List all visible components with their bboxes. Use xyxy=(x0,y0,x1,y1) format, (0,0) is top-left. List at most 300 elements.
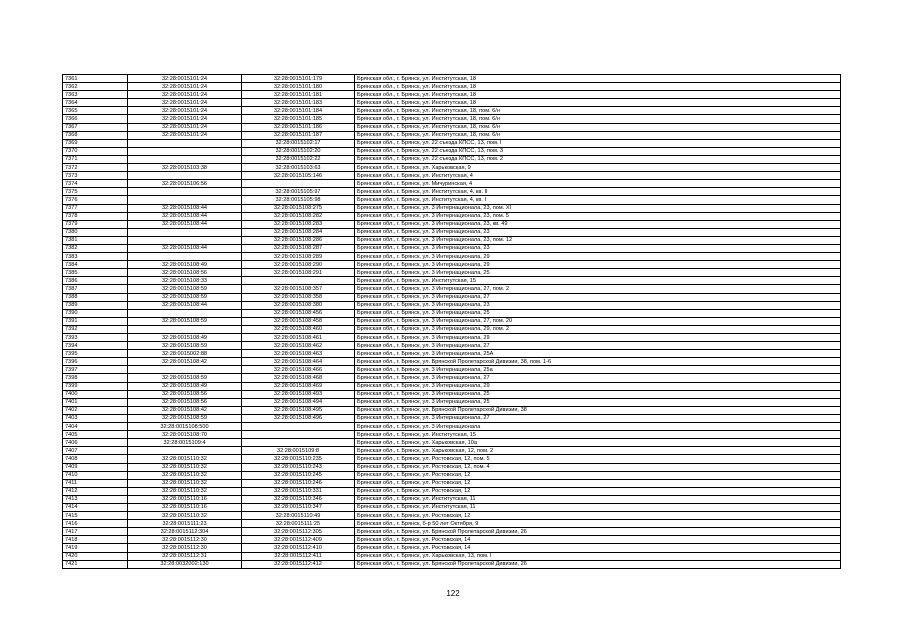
parcel-cadastral-cell: 32:28:0015110:32 xyxy=(128,471,242,479)
object-cadastral-cell: 32:28:0015112:409 xyxy=(242,536,355,544)
parcel-cadastral-cell: 32:28:0015101:24 xyxy=(128,123,242,131)
address-cell: Брянская обл., г. Брянск, ул. 3 Интернационала, 25 xyxy=(355,269,841,277)
address-cell: Брянская обл., г. Брянск, ул. Брянской Пролетарской Дивизии, 26 xyxy=(355,528,841,536)
address-cell: Брянская обл., г. Брянск, ул. 3 Интернационала, 23 xyxy=(355,228,841,236)
table-row xyxy=(63,358,841,366)
parcel-cadastral-cell: 32:28:0015110:32 xyxy=(128,455,242,463)
address-cell: Брянская обл., г. Брянск, ул. Брянской Пролетарской Дивизии, 26 xyxy=(355,560,841,568)
object-cadastral-cell: 32:28:0015102:17 xyxy=(242,139,355,147)
parcel-cadastral-cell: 32:28:0015108:59 xyxy=(128,414,242,422)
address-cell: Брянская обл., г. Брянск, ул. 22 съезда КПСС, 13, пом. I xyxy=(355,139,841,147)
table-row xyxy=(63,261,841,269)
parcel-cadastral-cell: 32:28:0015108:59 xyxy=(128,342,242,350)
address-cell: Брянская обл., г. Брянск, ул. 3 Интернационала, 23 xyxy=(355,301,841,309)
object-cadastral-cell: 32:28:0015108:493 xyxy=(242,390,355,398)
table-row xyxy=(63,220,841,228)
row-number-cell: 7375 xyxy=(63,188,128,196)
address-cell: Брянская обл., г. Брянск, ул. Харьковская, 10а xyxy=(355,439,841,447)
table-row xyxy=(63,75,841,83)
object-cadastral-cell: 32:28:0015108:283 xyxy=(242,220,355,228)
row-number-cell: 7389 xyxy=(63,301,128,309)
parcel-cadastral-cell: 32:28:0015101:24 xyxy=(128,115,242,123)
table-row xyxy=(63,487,841,495)
table-row xyxy=(63,495,841,503)
address-cell: Брянская обл., г. Брянск, ул. 3 Интернационала, 23, пом. XI xyxy=(355,204,841,212)
address-cell: Брянская обл., г. Брянск, ул. 3 Интернационала, 23 xyxy=(355,244,841,252)
table-row xyxy=(63,123,841,131)
object-cadastral-cell: 32:28:0015108:291 xyxy=(242,269,355,277)
parcel-cadastral-cell: 32:28:0015110:32 xyxy=(128,479,242,487)
parcel-cadastral-cell xyxy=(128,325,242,333)
address-cell: Брянская обл., г. Брянск, ул. Институтская, 4 xyxy=(355,172,841,180)
table-row xyxy=(63,374,841,382)
object-cadastral-cell: 32:28:0015110:243 xyxy=(242,463,355,471)
object-cadastral-cell: 32:28:0015101:179 xyxy=(242,75,355,83)
table-row xyxy=(63,447,841,455)
parcel-cadastral-cell: 32:28:0015110:16 xyxy=(128,503,242,511)
row-number-cell: 7393 xyxy=(63,334,128,342)
row-number-cell: 7362 xyxy=(63,83,128,91)
row-number-cell: 7364 xyxy=(63,99,128,107)
object-cadastral-cell: 32:28:0015110:346 xyxy=(242,495,355,503)
object-cadastral-cell: 32:28:0015108:463 xyxy=(242,350,355,358)
row-number-cell: 7402 xyxy=(63,406,128,414)
parcel-cadastral-cell: 32:28:0015108:49 xyxy=(128,382,242,390)
row-number-cell: 7367 xyxy=(63,123,128,131)
object-cadastral-cell: 32:28:0015102:22 xyxy=(242,155,355,163)
parcel-cadastral-cell: 32:28:0015108:500 xyxy=(128,423,242,431)
address-cell: Брянская обл., г. Брянск, ул. Институтская, 11 xyxy=(355,503,841,511)
table-row xyxy=(63,479,841,487)
object-cadastral-cell: 32:28:0015101:186 xyxy=(242,123,355,131)
parcel-cadastral-cell: 32:28:0015108:59 xyxy=(128,285,242,293)
parcel-cadastral-cell xyxy=(128,196,242,204)
object-cadastral-cell: 32:28:0015108:380 xyxy=(242,301,355,309)
table-row xyxy=(63,560,841,568)
object-cadastral-cell: 32:28:0015102:20 xyxy=(242,147,355,155)
parcel-cadastral-cell: 32:28:0015101:24 xyxy=(128,91,242,99)
parcel-cadastral-cell: 32:28:0015108:49 xyxy=(128,334,242,342)
address-cell: Брянская обл., г. Брянск, ул. 3 Интернационала, 25 xyxy=(355,390,841,398)
object-cadastral-cell: 32:28:0015105:97 xyxy=(242,188,355,196)
address-cell: Брянская обл., г. Брянск, ул. Институтская, 18, пом. 6/н xyxy=(355,115,841,123)
row-number-cell: 7369 xyxy=(63,139,128,147)
address-cell: Брянская обл., г. Брянск, б-р 50 лет Октября, 9 xyxy=(355,520,841,528)
parcel-cadastral-cell xyxy=(128,147,242,155)
object-cadastral-cell: 32:28:0015101:187 xyxy=(242,131,355,139)
table-row xyxy=(63,244,841,252)
page-number: 122 xyxy=(446,589,460,598)
row-number-cell: 7370 xyxy=(63,147,128,155)
object-cadastral-cell: 32:28:0015112:411 xyxy=(242,552,355,560)
row-number-cell: 7413 xyxy=(63,495,128,503)
table-row xyxy=(63,91,841,99)
address-cell: Брянская обл., г. Брянск, ул. Институтская, 18 xyxy=(355,91,841,99)
object-cadastral-cell: 32:28:0015101:185 xyxy=(242,115,355,123)
table-row xyxy=(63,406,841,414)
object-cadastral-cell: 32:28:0015112:305 xyxy=(242,528,355,536)
table-row xyxy=(63,414,841,422)
table-row xyxy=(63,277,841,285)
row-number-cell: 7374 xyxy=(63,180,128,188)
parcel-cadastral-cell: 32:28:0015103:38 xyxy=(128,164,242,172)
row-number-cell: 7416 xyxy=(63,520,128,528)
row-number-cell: 7385 xyxy=(63,269,128,277)
object-cadastral-cell: 32:28:0015108:466 xyxy=(242,366,355,374)
object-cadastral-cell xyxy=(242,439,355,447)
parcel-cadastral-cell: 32:28:0015112:30 xyxy=(128,536,242,544)
parcel-cadastral-cell: 32:28:0015109:4 xyxy=(128,439,242,447)
address-cell: Брянская обл., г. Брянск, ул. 3 Интернационала, 25а xyxy=(355,366,841,374)
row-number-cell: 7372 xyxy=(63,164,128,172)
object-cadastral-cell: 32:28:0015108:284 xyxy=(242,228,355,236)
object-cadastral-cell: 32:28:0015110:331 xyxy=(242,487,355,495)
row-number-cell: 7387 xyxy=(63,285,128,293)
parcel-cadastral-cell: 32:28:0015101:24 xyxy=(128,107,242,115)
table-row xyxy=(63,503,841,511)
address-cell: Брянская обл., г. Брянск, ул. 3 Интернационала, 23, пом. 5 xyxy=(355,212,841,220)
row-number-cell: 7401 xyxy=(63,398,128,406)
object-cadastral-cell: 32:28:0015108:496 xyxy=(242,414,355,422)
table-row xyxy=(63,520,841,528)
parcel-cadastral-cell: 32:28:0015108:42 xyxy=(128,358,242,366)
object-cadastral-cell: 32:28:0015108:495 xyxy=(242,406,355,414)
row-number-cell: 7373 xyxy=(63,172,128,180)
parcel-cadastral-cell: 32:28:0015002:88 xyxy=(128,350,242,358)
table-row xyxy=(63,99,841,107)
parcel-cadastral-cell xyxy=(128,172,242,180)
address-cell: Брянская обл., г. Брянск, ул. Брянской Пролетарской Дивизии, 38, пом. 1-6 xyxy=(355,358,841,366)
table-row xyxy=(63,107,841,115)
address-cell: Брянская обл., г. Брянск, ул. 3 Интернационала, 29 xyxy=(355,382,841,390)
row-number-cell: 7417 xyxy=(63,528,128,536)
table-row xyxy=(63,188,841,196)
row-number-cell: 7410 xyxy=(63,471,128,479)
object-cadastral-cell: 32:28:0015108:469 xyxy=(242,382,355,390)
registry-table-body xyxy=(63,75,841,569)
table-row xyxy=(63,552,841,560)
object-cadastral-cell: 32:28:0015112:410 xyxy=(242,544,355,552)
row-number-cell: 7392 xyxy=(63,325,128,333)
table-row xyxy=(63,325,841,333)
address-cell: Брянская обл., г. Брянск, ул. Ростовская, 12, пом. 4 xyxy=(355,463,841,471)
address-cell: Брянская обл., г. Брянск, ул. 3 Интернационала, 25А xyxy=(355,350,841,358)
object-cadastral-cell xyxy=(242,423,355,431)
address-cell: Брянская обл., г. Брянск, ул. Харьковская, 13, пом. I xyxy=(355,552,841,560)
row-number-cell: 7382 xyxy=(63,244,128,252)
address-cell: Брянская обл., г. Брянск, ул. 3 Интернационала, 29 xyxy=(355,334,841,342)
table-row xyxy=(63,309,841,317)
address-cell: Брянская обл., г. Брянск, ул. Ростовская, 14 xyxy=(355,544,841,552)
address-cell: Брянская обл., г. Брянск, ул. Ростовская, 12 xyxy=(355,487,841,495)
object-cadastral-cell: 32:28:0015108:458 xyxy=(242,317,355,325)
row-number-cell: 7418 xyxy=(63,536,128,544)
row-number-cell: 7421 xyxy=(63,560,128,568)
registry-table xyxy=(62,74,841,569)
row-number-cell: 7388 xyxy=(63,293,128,301)
row-number-cell: 7391 xyxy=(63,317,128,325)
row-number-cell: 7415 xyxy=(63,512,128,520)
address-cell: Брянская обл., г. Брянск, ул. 3 Интернационала, 29 xyxy=(355,261,841,269)
parcel-cadastral-cell: 32:28:0015108:44 xyxy=(128,244,242,252)
parcel-cadastral-cell: 32:28:0015108:44 xyxy=(128,220,242,228)
row-number-cell: 7361 xyxy=(63,75,128,83)
address-cell: Брянская обл., г. Брянск, ул. 3 Интернационала, 29 xyxy=(355,253,841,261)
table-row xyxy=(63,139,841,147)
parcel-cadastral-cell: 32:28:0015110:32 xyxy=(128,487,242,495)
object-cadastral-cell: 32:28:0015108:462 xyxy=(242,342,355,350)
object-cadastral-cell: 32:28:0015110:246 xyxy=(242,479,355,487)
row-number-cell: 7407 xyxy=(63,447,128,455)
parcel-cadastral-cell: 32:28:0015110:32 xyxy=(128,512,242,520)
object-cadastral-cell: 32:28:0015101:184 xyxy=(242,107,355,115)
table-row xyxy=(63,131,841,139)
object-cadastral-cell: 32:28:0015112:412 xyxy=(242,560,355,568)
address-cell: Брянская обл., г. Брянск, ул. 3 Интернационала, 27, пом. 20 xyxy=(355,317,841,325)
table-row xyxy=(63,293,841,301)
address-cell: Брянская обл., г. Брянск, ул. Институтская, 18, пом. 6/н xyxy=(355,131,841,139)
row-number-cell: 7365 xyxy=(63,107,128,115)
table-row xyxy=(63,382,841,390)
address-cell: Брянская обл., г. Брянск, ул. Институтская, 18 xyxy=(355,75,841,83)
row-number-cell: 7409 xyxy=(63,463,128,471)
object-cadastral-cell xyxy=(242,431,355,439)
row-number-cell: 7408 xyxy=(63,455,128,463)
object-cadastral-cell: 32:28:0015108:464 xyxy=(242,358,355,366)
object-cadastral-cell: 32:28:0015101:180 xyxy=(242,83,355,91)
table-row xyxy=(63,285,841,293)
row-number-cell: 7405 xyxy=(63,431,128,439)
parcel-cadastral-cell: 32:28:0015111:23 xyxy=(128,520,242,528)
table-row xyxy=(63,439,841,447)
object-cadastral-cell: 32:28:0015101:183 xyxy=(242,99,355,107)
table-row xyxy=(63,164,841,172)
parcel-cadastral-cell: 32:28:0015108:33 xyxy=(128,277,242,285)
parcel-cadastral-cell: 32:28:0015108:56 xyxy=(128,390,242,398)
address-cell: Брянская обл., г. Брянск, ул. Институтская, 18 xyxy=(355,83,841,91)
object-cadastral-cell: 32:28:0015110:245 xyxy=(242,471,355,479)
object-cadastral-cell: 32:28:0015108:289 xyxy=(242,253,355,261)
parcel-cadastral-cell: 32:28:0015101:24 xyxy=(128,75,242,83)
object-cadastral-cell xyxy=(242,277,355,285)
parcel-cadastral-cell: 32:28:0015108:59 xyxy=(128,374,242,382)
parcel-cadastral-cell: 32:28:0015112:31 xyxy=(128,552,242,560)
object-cadastral-cell: 32:28:0015103:63 xyxy=(242,164,355,172)
object-cadastral-cell: 32:28:0015110:49 xyxy=(242,512,355,520)
address-cell: Брянская обл., г. Брянск, ул. Ростовская, 12 xyxy=(355,479,841,487)
address-cell: Брянская обл., г. Брянск, ул. Харьковская, 12, пом. 2 xyxy=(355,447,841,455)
address-cell: Брянская обл., г. Брянск, ул. 3 Интернационала, 23, пом. 12 xyxy=(355,236,841,244)
row-number-cell: 7419 xyxy=(63,544,128,552)
table-row xyxy=(63,172,841,180)
object-cadastral-cell xyxy=(242,180,355,188)
parcel-cadastral-cell: 32:28:0015108:44 xyxy=(128,301,242,309)
row-number-cell: 7404 xyxy=(63,423,128,431)
parcel-cadastral-cell: 32:28:0015108:56 xyxy=(128,269,242,277)
parcel-cadastral-cell xyxy=(128,228,242,236)
address-cell: Брянская обл., г. Брянск, ул. Ростовская, 12 xyxy=(355,512,841,520)
object-cadastral-cell: 32:28:0015108:461 xyxy=(242,334,355,342)
parcel-cadastral-cell xyxy=(128,139,242,147)
row-number-cell: 7403 xyxy=(63,414,128,422)
row-number-cell: 7399 xyxy=(63,382,128,390)
address-cell: Брянская обл., г. Брянск, ул. Институтская, 18, пом. 6/н xyxy=(355,107,841,115)
address-cell: Брянская обл., г. Брянск, ул. 3 Интернационала, 23, кв. 49 xyxy=(355,220,841,228)
address-cell: Брянская обл., г. Брянск, ул. 3 Интернационала, 27 xyxy=(355,374,841,382)
object-cadastral-cell: 32:28:0015110:347 xyxy=(242,503,355,511)
row-number-cell: 7379 xyxy=(63,220,128,228)
table-row xyxy=(63,455,841,463)
address-cell: Брянская обл., г. Брянск, ул. 3 Интернационала, 27 xyxy=(355,342,841,350)
parcel-cadastral-cell xyxy=(128,188,242,196)
object-cadastral-cell: 32:28:0015108:357 xyxy=(242,285,355,293)
address-cell: Брянская обл., г. Брянск, ул. Ростовская, 12 xyxy=(355,471,841,479)
address-cell: Брянская обл., г. Брянск, ул. Брянской Пролетарской Дивизии, 38 xyxy=(355,406,841,414)
address-cell: Брянская обл., г. Брянск, ул. Институтская, 18, пом. 6/н xyxy=(355,123,841,131)
address-cell: Брянская обл., г. Брянск, ул. 3 Интернационала, 25 xyxy=(355,309,841,317)
parcel-cadastral-cell xyxy=(128,236,242,244)
table-row xyxy=(63,536,841,544)
object-cadastral-cell: 32:28:0015101:181 xyxy=(242,91,355,99)
parcel-cadastral-cell: 32:28:0015108:42 xyxy=(128,406,242,414)
row-number-cell: 7384 xyxy=(63,261,128,269)
row-number-cell: 7400 xyxy=(63,390,128,398)
table-row xyxy=(63,528,841,536)
parcel-cadastral-cell: 32:28:0015108:59 xyxy=(128,317,242,325)
address-cell: Брянская обл., г. Брянск, ул. Харьковская, 9 xyxy=(355,164,841,172)
object-cadastral-cell: 32:28:0015108:282 xyxy=(242,212,355,220)
parcel-cadastral-cell: 32:28:0015101:24 xyxy=(128,83,242,91)
object-cadastral-cell: 32:28:0015108:287 xyxy=(242,244,355,252)
address-cell: Брянская обл., г. Брянск, ул. 3 Интернационала, 27 xyxy=(355,293,841,301)
parcel-cadastral-cell: 32:28:0015112:30 xyxy=(128,544,242,552)
table-row xyxy=(63,147,841,155)
table-row xyxy=(63,431,841,439)
table-row xyxy=(63,196,841,204)
table-row xyxy=(63,236,841,244)
parcel-cadastral-cell: 32:28:0015108:44 xyxy=(128,204,242,212)
table-row xyxy=(63,350,841,358)
object-cadastral-cell: 32:28:0015108:358 xyxy=(242,293,355,301)
parcel-cadastral-cell xyxy=(128,447,242,455)
table-row xyxy=(63,204,841,212)
row-number-cell: 7386 xyxy=(63,277,128,285)
table-row xyxy=(63,471,841,479)
parcel-cadastral-cell: 32:28:0015108:70 xyxy=(128,431,242,439)
address-cell: Брянская обл., г. Брянск, ул. Институтская, 4, кв. II xyxy=(355,188,841,196)
table-row xyxy=(63,423,841,431)
row-number-cell: 7378 xyxy=(63,212,128,220)
object-cadastral-cell: 32:28:0015108:460 xyxy=(242,325,355,333)
row-number-cell: 7414 xyxy=(63,503,128,511)
object-cadastral-cell: 32:28:0015111:25 xyxy=(242,520,355,528)
row-number-cell: 7412 xyxy=(63,487,128,495)
address-cell: Брянская обл., г. Брянск, ул. 22 съезда КПСС, 13, пом. 2 xyxy=(355,155,841,163)
row-number-cell: 7380 xyxy=(63,228,128,236)
address-cell: Брянская обл., г. Брянск, ул. 3 Интернационала, 27, пом. 2 xyxy=(355,285,841,293)
table-row xyxy=(63,301,841,309)
table-row xyxy=(63,228,841,236)
address-cell: Брянская обл., г. Брянск, ул. Институтская, 4, кв. I xyxy=(355,196,841,204)
parcel-cadastral-cell: 32:28:0015101:24 xyxy=(128,131,242,139)
parcel-cadastral-cell xyxy=(128,253,242,261)
row-number-cell: 7406 xyxy=(63,439,128,447)
row-number-cell: 7390 xyxy=(63,309,128,317)
parcel-cadastral-cell: 32:28:0015101:24 xyxy=(128,99,242,107)
table-row xyxy=(63,342,841,350)
row-number-cell: 7363 xyxy=(63,91,128,99)
table-row xyxy=(63,269,841,277)
address-cell: Брянская обл., г. Брянск, ул. Мичуринская, 4 xyxy=(355,180,841,188)
parcel-cadastral-cell xyxy=(128,366,242,374)
address-cell: Брянская обл., г. Брянск, ул. Ростовская, 12, пом. 5 xyxy=(355,455,841,463)
address-cell: Брянская обл., г. Брянск, ул. Институтская, 15 xyxy=(355,431,841,439)
parcel-cadastral-cell xyxy=(128,309,242,317)
row-number-cell: 7371 xyxy=(63,155,128,163)
row-number-cell: 7381 xyxy=(63,236,128,244)
row-number-cell: 7377 xyxy=(63,204,128,212)
parcel-cadastral-cell: 32:28:0015112:304 xyxy=(128,528,242,536)
row-number-cell: 7395 xyxy=(63,350,128,358)
row-number-cell: 7411 xyxy=(63,479,128,487)
table-row xyxy=(63,398,841,406)
object-cadastral-cell: 32:28:0015105:146 xyxy=(242,172,355,180)
address-cell: Брянская обл., г. Брянск, ул. Ростовская, 14 xyxy=(355,536,841,544)
address-cell: Брянская обл., г. Брянск, ул. 3 Интернационала, 25 xyxy=(355,398,841,406)
row-number-cell: 7394 xyxy=(63,342,128,350)
row-number-cell: 7420 xyxy=(63,552,128,560)
object-cadastral-cell: 32:28:0015105:98 xyxy=(242,196,355,204)
object-cadastral-cell: 32:28:0015109:8 xyxy=(242,447,355,455)
parcel-cadastral-cell: 32:28:0015108:56 xyxy=(128,398,242,406)
address-cell: Брянская обл., г. Брянск, ул. Институтская, 11 xyxy=(355,495,841,503)
row-number-cell: 7383 xyxy=(63,253,128,261)
object-cadastral-cell: 32:28:0015108:290 xyxy=(242,261,355,269)
table-row xyxy=(63,317,841,325)
parcel-cadastral-cell: 32:28:0015110:16 xyxy=(128,495,242,503)
parcel-cadastral-cell: 32:28:0015108:49 xyxy=(128,261,242,269)
row-number-cell: 7368 xyxy=(63,131,128,139)
parcel-cadastral-cell: 32:28:0015106:56 xyxy=(128,180,242,188)
table-row xyxy=(63,115,841,123)
table-row xyxy=(63,180,841,188)
parcel-cadastral-cell xyxy=(128,155,242,163)
object-cadastral-cell: 32:28:0015108:456 xyxy=(242,309,355,317)
table-row xyxy=(63,253,841,261)
parcel-cadastral-cell: 32:28:0015110:32 xyxy=(128,463,242,471)
object-cadastral-cell: 32:28:0015108:275 xyxy=(242,204,355,212)
object-cadastral-cell: 32:28:0015110:235 xyxy=(242,455,355,463)
table-row xyxy=(63,544,841,552)
table-row xyxy=(63,366,841,374)
table-row xyxy=(63,83,841,91)
table-row xyxy=(63,212,841,220)
parcel-cadastral-cell: 32:28:0015108:59 xyxy=(128,293,242,301)
table-row xyxy=(63,463,841,471)
parcel-cadastral-cell: 32:28:0015108:44 xyxy=(128,212,242,220)
table-row xyxy=(63,390,841,398)
object-cadastral-cell: 32:28:0015108:468 xyxy=(242,374,355,382)
row-number-cell: 7396 xyxy=(63,358,128,366)
table-row xyxy=(63,334,841,342)
object-cadastral-cell: 32:28:0015108:494 xyxy=(242,398,355,406)
table-row xyxy=(63,512,841,520)
address-cell: Брянская обл., г. Брянск, ул. 3 Интернационала, 29, пом. 2 xyxy=(355,325,841,333)
address-cell: Брянская обл., г. Брянск, ул. 3 Интернационала xyxy=(355,423,841,431)
parcel-cadastral-cell: 32:28:0032002:130 xyxy=(128,560,242,568)
address-cell: Брянская обл., г. Брянск, ул. 22 съезда КПСС, 13, пом. 3 xyxy=(355,147,841,155)
object-cadastral-cell: 32:28:0015108:286 xyxy=(242,236,355,244)
